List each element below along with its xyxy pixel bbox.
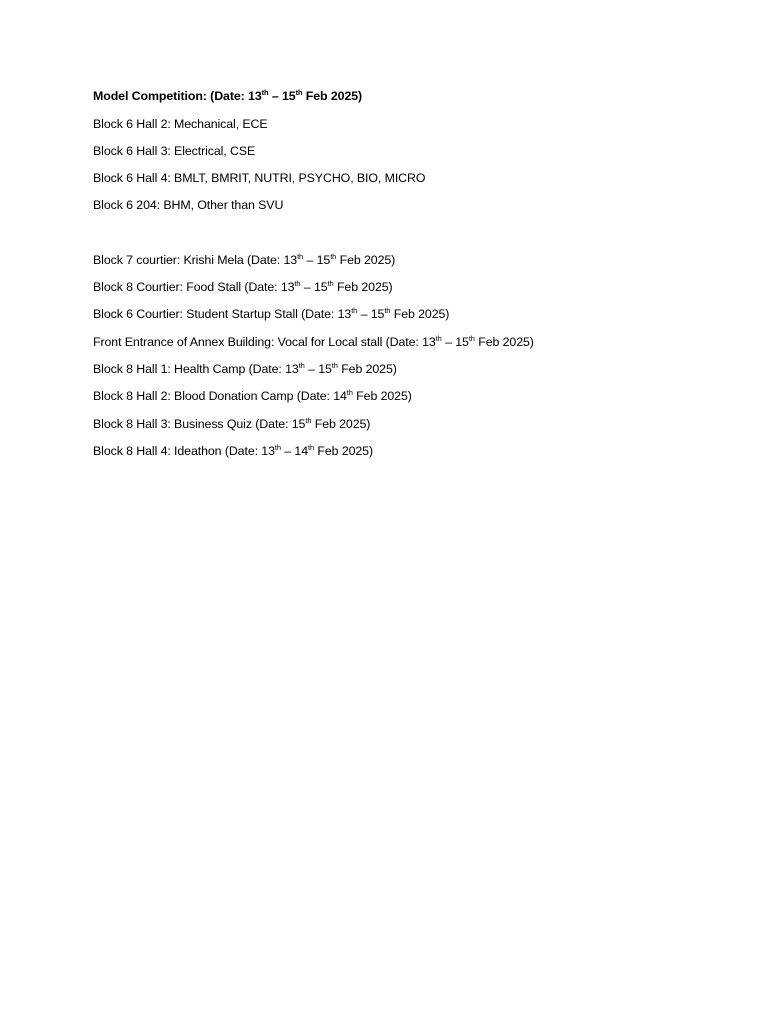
event-text: Feb 2025): [336, 253, 396, 267]
event-text: Feb 2025): [474, 335, 534, 349]
event-text: Block 8 Hall 3: Business Quiz (Date: 15: [93, 417, 306, 431]
event-sup: th: [346, 388, 353, 397]
event-text: Feb 2025): [311, 417, 371, 431]
event-line: [93, 334, 534, 350]
event-text: Block 8 Hall 4: Ideathon (Date: 13: [93, 444, 275, 458]
event-line: [93, 279, 393, 295]
hall-line: Block 6 Hall 2: Mechanical, ECE: [93, 117, 268, 131]
heading-text: – 15: [268, 89, 296, 103]
event-sup: th: [297, 252, 304, 261]
event-text: Block 8 Hall 2: Blood Donation Camp (Date: 14: [93, 389, 347, 403]
event-line: [93, 306, 449, 322]
event-sup: th: [330, 252, 337, 261]
heading-sup: th: [261, 88, 269, 97]
event-text: Front Entrance of Annex Building: Vocal for Local stall (Date: 13: [93, 335, 436, 349]
hall-line: Block 6 Hall 4: BMLT, BMRIT, NUTRI, PSYCHO, BIO, MICRO: [93, 171, 426, 185]
event-sup: th: [298, 361, 305, 370]
event-line: [93, 416, 370, 432]
event-text: – 15: [441, 335, 469, 349]
heading-sup: th: [295, 88, 303, 97]
model-competition-heading: [93, 88, 362, 104]
event-line: [93, 361, 397, 377]
event-text: – 15: [303, 253, 331, 267]
event-sup: th: [331, 361, 338, 370]
event-text: – 15: [300, 280, 328, 294]
event-text: Feb 2025): [337, 362, 397, 376]
event-text: Block 8 Courtier: Food Stall (Date: 13: [93, 280, 295, 294]
event-line: [93, 252, 395, 268]
heading-text: Feb 2025): [302, 89, 363, 103]
event-text: Feb 2025): [333, 280, 393, 294]
event-sup: th: [351, 306, 358, 315]
event-text: – 14: [280, 444, 309, 458]
event-text: Block 6 Courtier: Student Startup Stall (Date: 13: [93, 307, 352, 321]
event-sup: th: [384, 306, 391, 315]
event-text: Feb 2025): [390, 307, 450, 321]
event-line: [93, 388, 412, 404]
event-sup: th: [308, 443, 315, 452]
event-line: [93, 443, 373, 459]
event-text: Block 7 courtier: Krishi Mela (Date: 13: [93, 253, 298, 267]
event-text: Feb 2025): [314, 444, 374, 458]
event-sup: th: [327, 279, 334, 288]
event-sup: th: [468, 334, 475, 343]
event-sup: th: [274, 443, 281, 452]
heading-text: Model Competition: (Date: 13: [93, 89, 262, 103]
event-text: Block 8 Hall 1: Health Camp (Date: 13: [93, 362, 299, 376]
event-text: – 15: [357, 307, 385, 321]
event-sup: th: [305, 416, 312, 425]
hall-line: Block 6 204: BHM, Other than SVU: [93, 198, 284, 212]
event-text: – 15: [304, 362, 332, 376]
event-text: Feb 2025): [352, 389, 412, 403]
event-sup: th: [294, 279, 301, 288]
event-sup: th: [435, 334, 442, 343]
hall-line: Block 6 Hall 3: Electrical, CSE: [93, 144, 256, 158]
